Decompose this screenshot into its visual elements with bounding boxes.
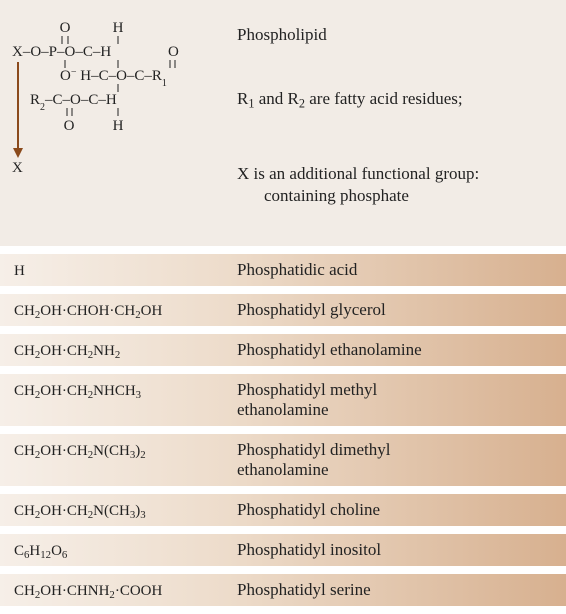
row-formula: H bbox=[14, 263, 25, 279]
h-top-c: H bbox=[112, 20, 124, 36]
o-bottom: O bbox=[63, 118, 75, 134]
row-name: Phosphatidyl ethanolamine bbox=[237, 340, 422, 359]
table-row bbox=[0, 534, 566, 566]
note-x-line1: X is an additional functional group: bbox=[237, 164, 480, 183]
table-row bbox=[0, 334, 566, 366]
structure-svg bbox=[0, 0, 230, 190]
row-formula: $CH_2OH\cdot CH_2N(CH_3)_2$ bbox=[14, 443, 146, 462]
table-row bbox=[0, 374, 566, 426]
row-formula: $C_6H_{12}O_6$ bbox=[14, 543, 68, 562]
structure-row2: O− $H-C-O-C-R_1$ bbox=[60, 66, 167, 89]
table-row bbox=[0, 574, 566, 606]
row-name: Phosphatidyl dimethyl ethanolamine bbox=[237, 440, 391, 479]
row-formula: $CH_2OH\cdot CHOH\cdot CH_2OH$ bbox=[14, 303, 163, 322]
row-name: Phosphatidyl choline bbox=[237, 500, 381, 519]
o-top-ester: O bbox=[168, 44, 179, 60]
row-name: Phosphatidyl glycerol bbox=[237, 300, 386, 319]
structure-row3: $R_2-C-O-C-H$ bbox=[30, 92, 117, 113]
note-x-line2: containing phosphate bbox=[264, 186, 409, 205]
note-r: $R_1$ and $R_2$ are fatty acid residues; bbox=[237, 89, 463, 111]
row-name: Phosphatidyl serine bbox=[237, 580, 371, 599]
row-formula: $CH_2OH\cdot CH_2N(CH_3)_3$ bbox=[14, 503, 146, 522]
h-bottom: H bbox=[112, 118, 124, 134]
structure-row1: X–O–P–O–C–H bbox=[12, 44, 112, 60]
table-row bbox=[0, 434, 566, 486]
table-row bbox=[0, 254, 566, 286]
row-formula: $CH_2OH\cdot CH_2NH_2$ bbox=[14, 343, 121, 362]
table-row bbox=[0, 294, 566, 326]
row-name: Phosphatidyl inositol bbox=[237, 540, 382, 559]
table-row bbox=[0, 494, 566, 526]
o-top-p: O bbox=[59, 20, 71, 36]
row-name: Phosphatidyl methyl ethanolamine bbox=[237, 380, 378, 419]
row-formula: $CH_2OH\cdot CH_2NHCH_3$ bbox=[14, 383, 142, 402]
row-name: Phosphatidic acid bbox=[237, 260, 358, 279]
header-panel bbox=[0, 0, 566, 246]
title: Phospholipid bbox=[237, 25, 327, 44]
row-formula: $CH_2OH\cdot CHNH_2\cdot COOH$ bbox=[14, 583, 163, 602]
x-label: X bbox=[12, 160, 23, 176]
arrow-head bbox=[13, 148, 23, 158]
phospholipid-structure bbox=[0, 0, 230, 190]
